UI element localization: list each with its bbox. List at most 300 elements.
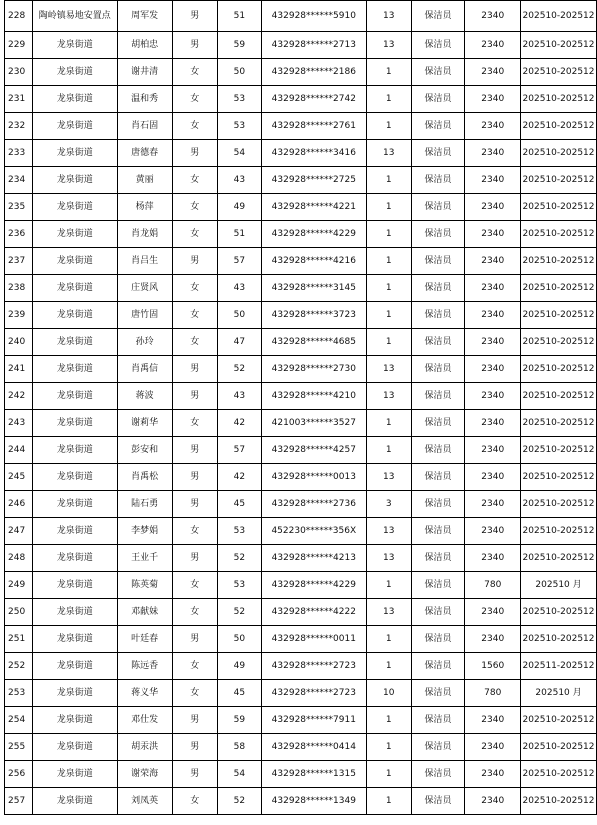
- period-cell: 202510-202512: [521, 545, 597, 572]
- category-cell: 1: [366, 113, 411, 140]
- location-cell: 龙泉街道: [32, 221, 117, 248]
- name-cell: 杨萍: [117, 194, 172, 221]
- age-cell: 43: [218, 275, 262, 302]
- row-number-cell: 250: [5, 599, 33, 626]
- gender-cell: 男: [172, 356, 218, 383]
- table-row: [5, 59, 597, 86]
- location-cell: 龙泉街道: [32, 356, 117, 383]
- table-row: [5, 140, 597, 167]
- roster-table: [4, 0, 597, 815]
- table-row: [5, 329, 597, 356]
- id-number-cell: 432928******2742: [261, 86, 366, 113]
- name-cell: 肖禹松: [117, 464, 172, 491]
- row-number-cell: 236: [5, 221, 33, 248]
- name-cell: 肖禹信: [117, 356, 172, 383]
- job-title-cell: 保洁员: [411, 194, 465, 221]
- gender-cell: 男: [172, 707, 218, 734]
- row-number-cell: 233: [5, 140, 33, 167]
- age-cell: 50: [218, 302, 262, 329]
- location-cell: 陶岭镇易地安置点: [32, 1, 117, 32]
- id-number-cell: 452230******356X: [261, 518, 366, 545]
- age-cell: 50: [218, 59, 262, 86]
- amount-cell: 2340: [465, 734, 521, 761]
- amount-cell: 2340: [465, 491, 521, 518]
- category-cell: 13: [366, 356, 411, 383]
- period-cell: 202510-202512: [521, 329, 597, 356]
- job-title-cell: 保洁员: [411, 59, 465, 86]
- job-title-cell: 保洁员: [411, 734, 465, 761]
- category-cell: 13: [366, 383, 411, 410]
- age-cell: 45: [218, 491, 262, 518]
- name-cell: 唐德春: [117, 140, 172, 167]
- table-row: [5, 248, 597, 275]
- period-cell: 202510-202512: [521, 734, 597, 761]
- id-number-cell: 432928******4685: [261, 329, 366, 356]
- period-cell: 202510-202512: [521, 113, 597, 140]
- category-cell: 13: [366, 545, 411, 572]
- location-cell: 龙泉街道: [32, 680, 117, 707]
- gender-cell: 女: [172, 302, 218, 329]
- id-number-cell: 432928******7911: [261, 707, 366, 734]
- location-cell: 龙泉街道: [32, 518, 117, 545]
- amount-cell: 1560: [465, 653, 521, 680]
- category-cell: 3: [366, 491, 411, 518]
- age-cell: 57: [218, 248, 262, 275]
- job-title-cell: 保洁员: [411, 761, 465, 788]
- amount-cell: 2340: [465, 626, 521, 653]
- gender-cell: 女: [172, 221, 218, 248]
- amount-cell: 2340: [465, 248, 521, 275]
- row-number-cell: 246: [5, 491, 33, 518]
- location-cell: 龙泉街道: [32, 113, 117, 140]
- row-number-cell: 232: [5, 113, 33, 140]
- id-number-cell: 432928******2736: [261, 491, 366, 518]
- amount-cell: 2340: [465, 437, 521, 464]
- age-cell: 53: [218, 518, 262, 545]
- gender-cell: 女: [172, 572, 218, 599]
- period-cell: 202510-202512: [521, 194, 597, 221]
- gender-cell: 男: [172, 734, 218, 761]
- job-title-cell: 保洁员: [411, 221, 465, 248]
- name-cell: 刘凤英: [117, 788, 172, 815]
- row-number-cell: 255: [5, 734, 33, 761]
- gender-cell: 女: [172, 788, 218, 815]
- age-cell: 53: [218, 572, 262, 599]
- job-title-cell: 保洁员: [411, 248, 465, 275]
- period-cell: 202510-202512: [521, 491, 597, 518]
- id-number-cell: 432928******4257: [261, 437, 366, 464]
- job-title-cell: 保洁员: [411, 680, 465, 707]
- table-row: [5, 221, 597, 248]
- age-cell: 51: [218, 1, 262, 32]
- age-cell: 43: [218, 167, 262, 194]
- id-number-cell: 432928******2723: [261, 653, 366, 680]
- location-cell: 龙泉街道: [32, 248, 117, 275]
- job-title-cell: 保洁员: [411, 464, 465, 491]
- row-number-cell: 243: [5, 410, 33, 437]
- category-cell: 13: [366, 599, 411, 626]
- job-title-cell: 保洁员: [411, 788, 465, 815]
- row-number-cell: 252: [5, 653, 33, 680]
- age-cell: 49: [218, 653, 262, 680]
- amount-cell: 2340: [465, 167, 521, 194]
- age-cell: 59: [218, 32, 262, 59]
- job-title-cell: 保洁员: [411, 32, 465, 59]
- amount-cell: 2340: [465, 464, 521, 491]
- job-title-cell: 保洁员: [411, 1, 465, 32]
- job-title-cell: 保洁员: [411, 140, 465, 167]
- row-number-cell: 251: [5, 626, 33, 653]
- gender-cell: 男: [172, 437, 218, 464]
- name-cell: 邓献妹: [117, 599, 172, 626]
- amount-cell: 2340: [465, 545, 521, 572]
- gender-cell: 女: [172, 329, 218, 356]
- job-title-cell: 保洁员: [411, 356, 465, 383]
- location-cell: 龙泉街道: [32, 437, 117, 464]
- age-cell: 52: [218, 599, 262, 626]
- table-row: [5, 626, 597, 653]
- gender-cell: 男: [172, 464, 218, 491]
- amount-cell: 2340: [465, 32, 521, 59]
- row-number-cell: 240: [5, 329, 33, 356]
- name-cell: 庄贤风: [117, 275, 172, 302]
- category-cell: 1: [366, 167, 411, 194]
- amount-cell: 2340: [465, 140, 521, 167]
- id-number-cell: 432928******4222: [261, 599, 366, 626]
- id-number-cell: 421003******3527: [261, 410, 366, 437]
- job-title-cell: 保洁员: [411, 626, 465, 653]
- table-body: [5, 1, 597, 815]
- category-cell: 13: [366, 32, 411, 59]
- row-number-cell: 228: [5, 1, 33, 32]
- age-cell: 52: [218, 545, 262, 572]
- period-cell: 202510 月: [521, 680, 597, 707]
- amount-cell: 2340: [465, 329, 521, 356]
- name-cell: 胡汞洪: [117, 734, 172, 761]
- table-row: [5, 356, 597, 383]
- amount-cell: 2340: [465, 1, 521, 32]
- row-number-cell: 256: [5, 761, 33, 788]
- period-cell: 202510-202512: [521, 302, 597, 329]
- period-cell: 202510-202512: [521, 626, 597, 653]
- id-number-cell: 432928******4210: [261, 383, 366, 410]
- location-cell: 龙泉街道: [32, 707, 117, 734]
- id-number-cell: 432928******2723: [261, 680, 366, 707]
- name-cell: 肖龙娟: [117, 221, 172, 248]
- id-number-cell: 432928******0011: [261, 626, 366, 653]
- id-number-cell: 432928******1315: [261, 761, 366, 788]
- amount-cell: 2340: [465, 275, 521, 302]
- job-title-cell: 保洁员: [411, 707, 465, 734]
- category-cell: 1: [366, 59, 411, 86]
- gender-cell: 男: [172, 626, 218, 653]
- category-cell: 1: [366, 221, 411, 248]
- location-cell: 龙泉街道: [32, 653, 117, 680]
- age-cell: 49: [218, 194, 262, 221]
- job-title-cell: 保洁员: [411, 86, 465, 113]
- period-cell: 202510-202512: [521, 356, 597, 383]
- row-number-cell: 249: [5, 572, 33, 599]
- location-cell: 龙泉街道: [32, 167, 117, 194]
- period-cell: 202510-202512: [521, 32, 597, 59]
- category-cell: 1: [366, 707, 411, 734]
- id-number-cell: 432928******4229: [261, 572, 366, 599]
- gender-cell: 男: [172, 1, 218, 32]
- name-cell: 蒋波: [117, 383, 172, 410]
- location-cell: 龙泉街道: [32, 302, 117, 329]
- age-cell: 42: [218, 410, 262, 437]
- table-row: [5, 491, 597, 518]
- id-number-cell: 432928******2186: [261, 59, 366, 86]
- age-cell: 47: [218, 329, 262, 356]
- gender-cell: 女: [172, 599, 218, 626]
- category-cell: 13: [366, 518, 411, 545]
- row-number-cell: 245: [5, 464, 33, 491]
- gender-cell: 女: [172, 518, 218, 545]
- name-cell: 叶廷春: [117, 626, 172, 653]
- category-cell: 1: [366, 653, 411, 680]
- amount-cell: 2340: [465, 356, 521, 383]
- name-cell: 陆石勇: [117, 491, 172, 518]
- gender-cell: 女: [172, 653, 218, 680]
- name-cell: 陈英菊: [117, 572, 172, 599]
- id-number-cell: 432928******5910: [261, 1, 366, 32]
- period-cell: 202510-202512: [521, 59, 597, 86]
- row-number-cell: 257: [5, 788, 33, 815]
- row-number-cell: 254: [5, 707, 33, 734]
- location-cell: 龙泉街道: [32, 788, 117, 815]
- age-cell: 54: [218, 761, 262, 788]
- amount-cell: 2340: [465, 383, 521, 410]
- job-title-cell: 保洁员: [411, 167, 465, 194]
- age-cell: 50: [218, 626, 262, 653]
- category-cell: 13: [366, 140, 411, 167]
- age-cell: 42: [218, 464, 262, 491]
- period-cell: 202510-202512: [521, 383, 597, 410]
- id-number-cell: 432928******0013: [261, 464, 366, 491]
- id-number-cell: 432928******2725: [261, 167, 366, 194]
- amount-cell: 2340: [465, 302, 521, 329]
- row-number-cell: 229: [5, 32, 33, 59]
- period-cell: 202510 月: [521, 572, 597, 599]
- age-cell: 54: [218, 140, 262, 167]
- row-number-cell: 234: [5, 167, 33, 194]
- name-cell: 蒋义华: [117, 680, 172, 707]
- age-cell: 53: [218, 86, 262, 113]
- table-row: [5, 707, 597, 734]
- location-cell: 龙泉街道: [32, 734, 117, 761]
- id-number-cell: 432928******2713: [261, 32, 366, 59]
- age-cell: 43: [218, 383, 262, 410]
- table-row: [5, 518, 597, 545]
- table-row: [5, 545, 597, 572]
- job-title-cell: 保洁员: [411, 572, 465, 599]
- age-cell: 51: [218, 221, 262, 248]
- period-cell: 202510-202512: [521, 167, 597, 194]
- amount-cell: 2340: [465, 599, 521, 626]
- id-number-cell: 432928******2730: [261, 356, 366, 383]
- amount-cell: 780: [465, 572, 521, 599]
- table-row: [5, 572, 597, 599]
- period-cell: 202510-202512: [521, 788, 597, 815]
- table-row: [5, 1, 597, 32]
- gender-cell: 女: [172, 680, 218, 707]
- gender-cell: 女: [172, 410, 218, 437]
- category-cell: 13: [366, 1, 411, 32]
- amount-cell: 2340: [465, 410, 521, 437]
- location-cell: 龙泉街道: [32, 410, 117, 437]
- period-cell: 202510-202512: [521, 86, 597, 113]
- name-cell: 肖吕生: [117, 248, 172, 275]
- row-number-cell: 247: [5, 518, 33, 545]
- row-number-cell: 237: [5, 248, 33, 275]
- table-row: [5, 788, 597, 815]
- gender-cell: 女: [172, 113, 218, 140]
- row-number-cell: 239: [5, 302, 33, 329]
- period-cell: 202510-202512: [521, 1, 597, 32]
- id-number-cell: 432928******0414: [261, 734, 366, 761]
- period-cell: 202510-202512: [521, 221, 597, 248]
- location-cell: 龙泉街道: [32, 626, 117, 653]
- period-cell: 202510-202512: [521, 275, 597, 302]
- name-cell: 邓仕发: [117, 707, 172, 734]
- table-row: [5, 734, 597, 761]
- id-number-cell: 432928******4221: [261, 194, 366, 221]
- job-title-cell: 保洁员: [411, 410, 465, 437]
- row-number-cell: 244: [5, 437, 33, 464]
- category-cell: 1: [366, 302, 411, 329]
- category-cell: 13: [366, 464, 411, 491]
- name-cell: 彭安和: [117, 437, 172, 464]
- table-row: [5, 599, 597, 626]
- name-cell: 温和秀: [117, 86, 172, 113]
- table-row: [5, 761, 597, 788]
- category-cell: 1: [366, 626, 411, 653]
- location-cell: 龙泉街道: [32, 140, 117, 167]
- name-cell: 孙玲: [117, 329, 172, 356]
- age-cell: 53: [218, 113, 262, 140]
- gender-cell: 男: [172, 383, 218, 410]
- period-cell: 202510-202512: [521, 707, 597, 734]
- category-cell: 1: [366, 86, 411, 113]
- age-cell: 59: [218, 707, 262, 734]
- name-cell: 王业千: [117, 545, 172, 572]
- job-title-cell: 保洁员: [411, 599, 465, 626]
- job-title-cell: 保洁员: [411, 518, 465, 545]
- period-cell: 202510-202512: [521, 140, 597, 167]
- gender-cell: 女: [172, 275, 218, 302]
- table-row: [5, 302, 597, 329]
- id-number-cell: 432928******4229: [261, 221, 366, 248]
- job-title-cell: 保洁员: [411, 383, 465, 410]
- row-number-cell: 253: [5, 680, 33, 707]
- category-cell: 1: [366, 572, 411, 599]
- age-cell: 52: [218, 788, 262, 815]
- category-cell: 1: [366, 734, 411, 761]
- job-title-cell: 保洁员: [411, 653, 465, 680]
- table-row: [5, 275, 597, 302]
- location-cell: 龙泉街道: [32, 491, 117, 518]
- amount-cell: 2340: [465, 707, 521, 734]
- amount-cell: 2340: [465, 59, 521, 86]
- location-cell: 龙泉街道: [32, 464, 117, 491]
- location-cell: 龙泉街道: [32, 761, 117, 788]
- period-cell: 202510-202512: [521, 464, 597, 491]
- table-row: [5, 464, 597, 491]
- gender-cell: 女: [172, 194, 218, 221]
- period-cell: 202510-202512: [521, 437, 597, 464]
- job-title-cell: 保洁员: [411, 329, 465, 356]
- name-cell: 谢荣海: [117, 761, 172, 788]
- id-number-cell: 432928******1349: [261, 788, 366, 815]
- table-row: [5, 194, 597, 221]
- job-title-cell: 保洁员: [411, 491, 465, 518]
- name-cell: 陈远香: [117, 653, 172, 680]
- gender-cell: 女: [172, 167, 218, 194]
- gender-cell: 女: [172, 59, 218, 86]
- category-cell: 1: [366, 437, 411, 464]
- row-number-cell: 235: [5, 194, 33, 221]
- period-cell: 202510-202512: [521, 599, 597, 626]
- amount-cell: 780: [465, 680, 521, 707]
- row-number-cell: 230: [5, 59, 33, 86]
- age-cell: 58: [218, 734, 262, 761]
- name-cell: 肖石固: [117, 113, 172, 140]
- id-number-cell: 432928******3416: [261, 140, 366, 167]
- table-row: [5, 680, 597, 707]
- location-cell: 龙泉街道: [32, 545, 117, 572]
- period-cell: 202510-202512: [521, 761, 597, 788]
- row-number-cell: 248: [5, 545, 33, 572]
- age-cell: 45: [218, 680, 262, 707]
- table-row: [5, 410, 597, 437]
- location-cell: 龙泉街道: [32, 59, 117, 86]
- amount-cell: 2340: [465, 194, 521, 221]
- amount-cell: 2340: [465, 761, 521, 788]
- id-number-cell: 432928******4213: [261, 545, 366, 572]
- category-cell: 1: [366, 275, 411, 302]
- location-cell: 龙泉街道: [32, 275, 117, 302]
- category-cell: 10: [366, 680, 411, 707]
- period-cell: 202510-202512: [521, 248, 597, 275]
- name-cell: 李梦娟: [117, 518, 172, 545]
- row-number-cell: 231: [5, 86, 33, 113]
- category-cell: 1: [366, 329, 411, 356]
- age-cell: 52: [218, 356, 262, 383]
- name-cell: 唐竹固: [117, 302, 172, 329]
- name-cell: 谢井清: [117, 59, 172, 86]
- category-cell: 1: [366, 788, 411, 815]
- name-cell: 胡柏忠: [117, 32, 172, 59]
- table-row: [5, 113, 597, 140]
- name-cell: 周军发: [117, 1, 172, 32]
- location-cell: 龙泉街道: [32, 329, 117, 356]
- row-number-cell: 238: [5, 275, 33, 302]
- gender-cell: 男: [172, 761, 218, 788]
- amount-cell: 2340: [465, 113, 521, 140]
- location-cell: 龙泉街道: [32, 86, 117, 113]
- table-row: [5, 167, 597, 194]
- table-row: [5, 437, 597, 464]
- job-title-cell: 保洁员: [411, 437, 465, 464]
- table-row: [5, 383, 597, 410]
- amount-cell: 2340: [465, 221, 521, 248]
- amount-cell: 2340: [465, 86, 521, 113]
- table-row: [5, 653, 597, 680]
- row-number-cell: 242: [5, 383, 33, 410]
- gender-cell: 男: [172, 545, 218, 572]
- table-row: [5, 32, 597, 59]
